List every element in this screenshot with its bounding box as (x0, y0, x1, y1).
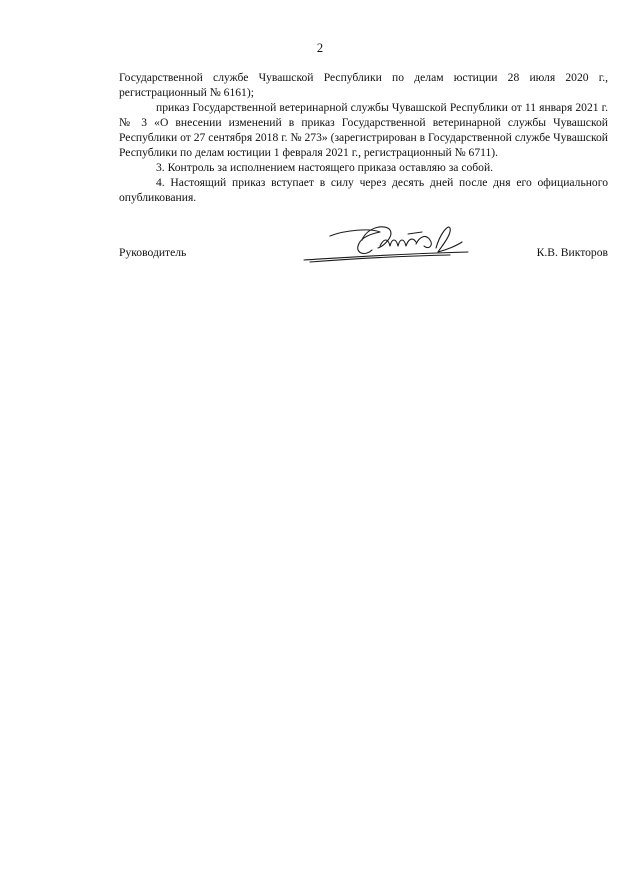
paragraph-2: приказ Государственной ветеринарной службы Чувашской Республики от 11 января 2021 г. № 3 «О внесении изменений в приказ Государственной ветеринарной службы Чувашской Республики от 27 сентября 2018 г. № 273» (зарегистрирован в Государственной службе Чувашской Республики по делам юстиции 1 февраля 2021 г., регистрационный № 6711). (119, 101, 608, 159)
signature-block (119, 246, 608, 262)
signatory-name: К.В. Викторов (536, 246, 608, 259)
paragraph-3: 3. Контроль за исполнением настоящего приказа оставляю за собой. (156, 161, 494, 174)
signatory-role: Руководитель (119, 246, 187, 259)
paragraph-1: Государственной службе Чувашской Республики по делам юстиции 28 июля 2020 г., регистрационный № 6161); (119, 71, 608, 99)
document-body (119, 70, 608, 205)
page-number: 2 (316, 41, 324, 55)
paragraph-4: 4. Настоящий приказ вступает в силу через десять дней после дня его официального опубликования. (119, 176, 608, 204)
